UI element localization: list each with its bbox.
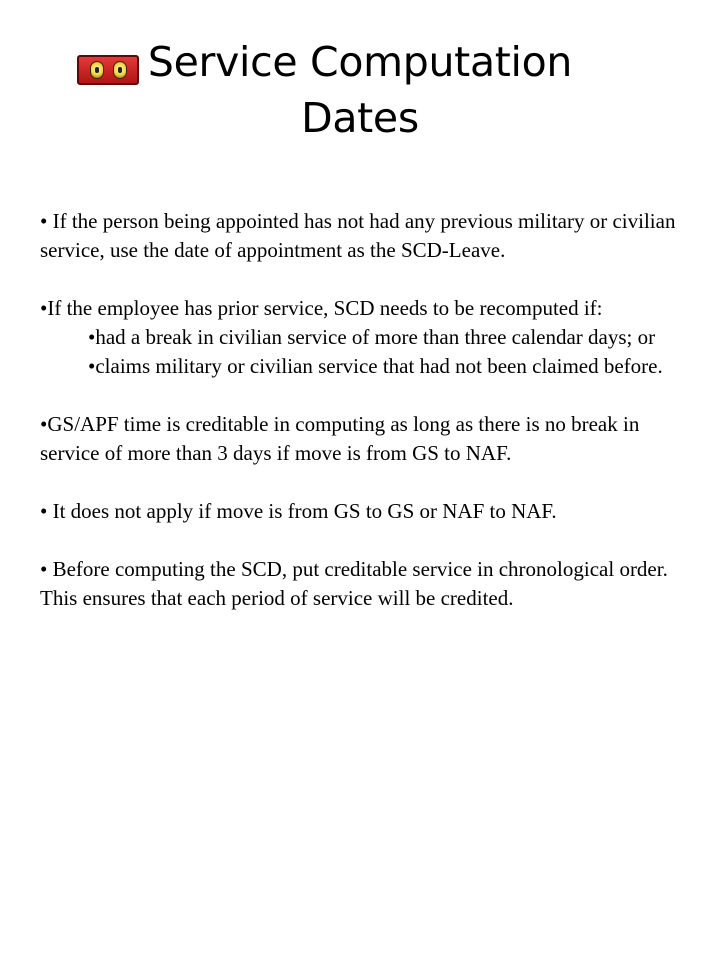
bullet-gs-apf-time: •GS/APF time is creditable in computing as long as there is no break in service of more than 3 days if move is from GS to NAF.: [40, 412, 640, 465]
sub-bullet-break-in-service: •had a break in civilian service of more than three calendar days; or: [88, 325, 656, 349]
page-title: [130, 34, 590, 146]
bullet-no-previous-service: • If the person being appointed has not had any previous military or civilian service, use the date of appointment as the SCD-Leave.: [40, 209, 676, 262]
slide-body: [40, 207, 700, 642]
bullet-does-not-apply: • It does not apply if move is from GS to GS or NAF to NAF.: [40, 499, 557, 523]
bullet-prior-service: •If the employee has prior service, SCD needs to be recomputed if:: [40, 296, 603, 320]
logo-left-eye: [90, 61, 104, 79]
title-line-2: Dates: [301, 94, 419, 142]
sub-bullet-claims-service: •claims military or civilian service that had not been claimed before.: [88, 354, 663, 378]
title-line-1: Service Computation: [147, 38, 573, 86]
bullet-chronological-order: • Before computing the SCD, put creditable service in chronological order. This ensures that each period of service will be credited.: [40, 557, 668, 610]
logo-right-eye: [113, 61, 127, 79]
